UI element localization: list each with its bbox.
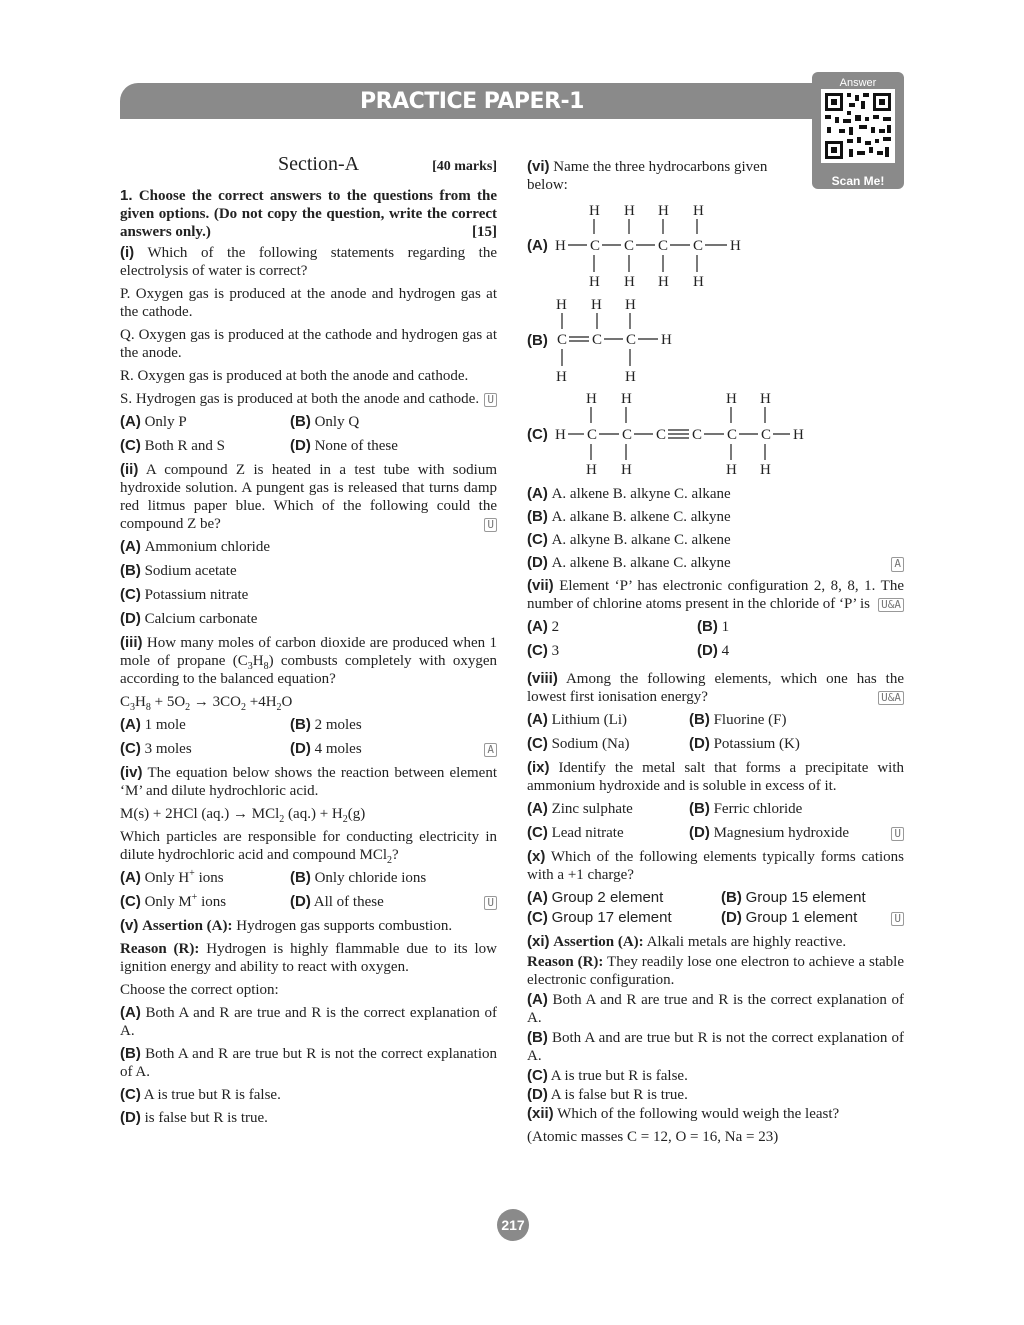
options-row: [120, 716, 497, 734]
question-iii: (iii) How many moles of carbon dioxide are produced when 1 mole of propane $(C_3H_8)$ combusts completely with oxygen according to the balanced equation?: [120, 634, 498, 687]
atom-h: H: [556, 369, 567, 385]
statement-s: [120, 390, 497, 408]
atom-c: C: [692, 427, 703, 443]
option-label: (B): [527, 508, 548, 525]
tag-badge: U: [484, 393, 497, 407]
reason-label: Reason (R):: [527, 954, 604, 970]
option-label: (B): [290, 869, 311, 886]
question-number: (iv): [120, 764, 143, 781]
atom-h: H: [658, 203, 669, 219]
question-number: (vi): [527, 158, 550, 175]
right-column-lower: [527, 485, 904, 1151]
tag-badge: U: [484, 518, 497, 532]
atom-c: C: [587, 427, 598, 443]
option-label: (A): [527, 991, 548, 1008]
option-text: Only M: [144, 894, 192, 910]
tag-badge: U: [891, 912, 904, 926]
option-b[interactable]: [697, 618, 729, 636]
option-text: Potassium nitrate: [144, 587, 249, 603]
right-column: [527, 158, 904, 194]
option-c[interactable]: [120, 586, 497, 604]
option-b[interactable]: [527, 508, 904, 526]
question-text: Choose the correct answers to the questions from the given options. (Do not copy the question, write the correct answers only.): [120, 188, 497, 240]
question-number: (viii): [527, 670, 558, 687]
atom-h: H: [586, 462, 597, 478]
option-label: (B): [689, 800, 710, 817]
option-label: (B): [689, 711, 710, 728]
question-vii: [527, 577, 904, 613]
atom-h: H: [586, 391, 597, 407]
option-b[interactable]: [527, 1029, 904, 1065]
option-label: (D): [721, 909, 742, 926]
option-label: (B): [120, 1045, 141, 1062]
options-row: [527, 711, 904, 729]
reason: [120, 940, 497, 976]
tag-badge: U&A: [878, 598, 904, 612]
option-a[interactable]: [120, 716, 290, 734]
question-number: (xi): [527, 933, 550, 950]
structure-c-label: (C): [527, 426, 548, 443]
option-text: 1 mole: [144, 717, 186, 733]
atom-h: H: [624, 274, 635, 290]
option-text: 3: [551, 643, 560, 659]
option-b[interactable]: [290, 716, 362, 734]
atom-h: H: [760, 462, 771, 478]
option-label: (D): [527, 554, 548, 571]
atom-h: H: [625, 369, 636, 385]
option-text: All of these: [313, 894, 384, 910]
option-c[interactable]: [527, 642, 697, 660]
assertion-text: Alkali metals are highly reactive.: [646, 934, 847, 950]
hydrocarbon-structures: [525, 198, 825, 480]
atom-h: H: [555, 427, 566, 443]
option-label: (B): [721, 889, 742, 906]
atom-h: H: [621, 462, 632, 478]
structure-a-label: (A): [527, 237, 548, 254]
option-label: (D): [689, 735, 710, 752]
option-label: (B): [120, 562, 141, 579]
option-text: Only chloride ions: [314, 870, 427, 886]
option-a[interactable]: [527, 485, 904, 503]
option-text: Both A and R are true but R is not the correct explanation of A.: [120, 1046, 497, 1080]
option-text: Only P: [144, 414, 187, 430]
statement-q: Q. Oxygen gas is produced at the cathode and hydrogen gas at the anode.: [120, 327, 497, 361]
question-number: (v): [120, 917, 139, 934]
option-label: (A): [527, 800, 548, 817]
question-text: Identify the metal salt that forms a precipitate with ammonium hydroxide and is soluble in excess of it.: [527, 760, 904, 794]
option-b[interactable]: [689, 711, 787, 729]
option-label: (D): [697, 642, 718, 659]
question-ix: [527, 759, 904, 795]
option-text: Lead nitrate: [551, 825, 624, 841]
question-text: Element ‘P’ has electronic configuration 2, 8, 8, 1. The number of chlorine atoms present in the chloride of ‘P’ is: [527, 578, 904, 612]
option-d[interactable]: [721, 909, 904, 927]
structure-b-label: (B): [527, 332, 548, 349]
tag-badge: U: [891, 827, 904, 841]
option-label: (C): [120, 437, 141, 454]
option-label: (D): [290, 893, 311, 910]
atom-c: C: [622, 427, 633, 443]
assertion-label: Assertion (A):: [553, 934, 644, 950]
atom-c: C: [592, 332, 603, 348]
option-b[interactable]: [290, 413, 359, 431]
atom-h: H: [621, 391, 632, 407]
options-row: [527, 618, 904, 636]
option-label: (B): [697, 618, 718, 635]
option-text-suffix: ions: [197, 894, 227, 910]
section-heading: [120, 155, 497, 181]
option-a[interactable]: [527, 618, 697, 636]
option-a[interactable]: [527, 711, 689, 729]
option-text: A is false but R is true.: [550, 1087, 688, 1103]
option-c[interactable]: [527, 1067, 904, 1085]
option-d[interactable]: [120, 610, 497, 628]
option-text: Lithium (Li): [551, 712, 627, 728]
option-label: (D): [120, 610, 141, 627]
option-b[interactable]: [120, 562, 497, 580]
reason-text: They readily lose one electron to achieve a stable electronic configuration.: [527, 954, 904, 988]
options-row: [120, 740, 497, 758]
question-i: [120, 244, 497, 280]
atom-h: H: [693, 203, 704, 219]
option-label: (B): [290, 716, 311, 733]
option-label: (A): [527, 485, 548, 502]
option-b[interactable]: [290, 869, 426, 887]
question-text: Which of the following would weigh the least?: [557, 1106, 840, 1122]
tag-badge: U: [484, 896, 497, 910]
question-number: (ii): [120, 461, 139, 478]
option-b[interactable]: [689, 800, 802, 818]
equation: $C_3H_8 + 5O_2 \to 3CO_2 +4H_2O$: [120, 694, 293, 713]
option-c[interactable]: [527, 735, 689, 753]
option-text: A. alkyne B. alkane C. alkene: [551, 532, 731, 548]
paper-title-banner: [120, 83, 824, 119]
option-text: Group 2 element: [551, 889, 664, 906]
question-marks: [15]: [472, 224, 497, 240]
atom-c: C: [656, 427, 667, 443]
option-text: Group 17 element: [551, 909, 672, 926]
option-d[interactable]: [697, 642, 729, 660]
reason-label: Reason (R):: [120, 941, 200, 957]
atom-c: C: [557, 332, 568, 348]
option-text: Fluorine (F): [713, 712, 787, 728]
atom-c: C: [693, 238, 704, 254]
options-row: [527, 824, 904, 842]
options-row: [527, 735, 904, 753]
option-label: (C): [527, 642, 548, 659]
atom-c: C: [658, 238, 669, 254]
qr-code-icon: [821, 89, 895, 163]
atom-h: H: [760, 391, 771, 407]
option-label: (C): [527, 735, 548, 752]
question-text: Name the three hydrocarbons given below:: [527, 159, 768, 193]
option-c[interactable]: [527, 909, 721, 927]
option-text: Both A and R are true and R is the correct explanation of A.: [527, 992, 904, 1026]
option-label: (A): [120, 413, 141, 430]
option-text: Ammonium chloride: [144, 539, 270, 555]
option-a[interactable]: (A) Only H+ ions: [120, 868, 224, 886]
atom-c: C: [626, 332, 637, 348]
atom-h: H: [726, 462, 737, 478]
option-d[interactable]: [527, 1086, 904, 1104]
option-d[interactable]: [290, 893, 497, 911]
option-label: (C): [527, 909, 548, 926]
tag-badge: U&A: [878, 691, 904, 705]
atom-h: H: [726, 391, 737, 407]
option-text: Ferric chloride: [713, 801, 803, 817]
option-a[interactable]: [527, 800, 689, 818]
option-d[interactable]: [689, 735, 800, 753]
question-xii: [527, 1105, 904, 1123]
question-text: The equation below shows the reaction between element ‘M’ and dilute hydrochloric acid.: [120, 765, 498, 799]
reason: [527, 953, 904, 989]
option-label: (C): [527, 531, 548, 548]
left-column: [120, 155, 497, 1132]
atom-c: C: [761, 427, 772, 443]
qr-scan-label: Scan Me!: [831, 174, 885, 188]
atomic-masses: (Atomic masses C = 12, O = 16, Na = 23): [527, 1129, 779, 1145]
option-label: (A): [120, 538, 141, 555]
option-text: 2 moles: [314, 717, 362, 733]
option-label: (B): [527, 1029, 548, 1046]
atom-h: H: [591, 297, 602, 313]
option-a[interactable]: [120, 538, 497, 556]
options-row: [527, 800, 904, 818]
atom-c: C: [590, 238, 601, 254]
option-d[interactable]: [290, 740, 497, 758]
option-text: A is true but R is false.: [550, 1068, 688, 1084]
page-number: 217: [497, 1209, 529, 1241]
question-vi: [527, 158, 797, 194]
options-row: [527, 889, 904, 907]
atom-h: H: [556, 297, 567, 313]
atom-h: H: [793, 427, 804, 443]
qr-answer-label: Answer: [839, 77, 877, 89]
question-number: (iii): [120, 634, 143, 651]
option-text: Potassium (K): [713, 736, 800, 752]
choose-text: Choose the correct option:: [120, 982, 279, 998]
atom-c: C: [624, 238, 635, 254]
question-number: (x): [527, 848, 546, 865]
section-marks: [40 marks]: [432, 159, 497, 174]
question-text: Which of the following statements regarding the electrolysis of water is correct?: [120, 245, 497, 279]
atom-h: H: [589, 274, 600, 290]
assertion-label: Assertion (A):: [142, 918, 233, 934]
qr-code-image[interactable]: [821, 89, 895, 163]
question-iv-text2: Which particles are responsible for conducting electricity in dilute hydrochloric acid and compound MCl$_2$?: [120, 829, 497, 866]
option-b[interactable]: [120, 1045, 497, 1081]
tag-badge: A: [484, 743, 497, 757]
option-text: is false but R is true.: [144, 1110, 268, 1126]
option-label: (B): [290, 413, 311, 430]
question-v: [120, 917, 497, 935]
question-text: Among the following elements, which one has the lowest first ionisation energy?: [527, 671, 904, 705]
option-text: Group 1 element: [745, 909, 858, 926]
option-text: Group 15 element: [745, 889, 866, 906]
reason-text: Hydrogen is highly flammable due to its low ignition energy and ability to react with oxygen.: [120, 941, 498, 975]
option-d[interactable]: [527, 554, 904, 572]
option-c[interactable]: [120, 740, 290, 758]
option-text: Only H: [144, 870, 190, 886]
option-a[interactable]: [120, 413, 290, 431]
question-number: (ix): [527, 759, 550, 776]
option-d[interactable]: [689, 824, 904, 842]
option-c[interactable]: [120, 437, 290, 455]
options-row: [120, 869, 497, 887]
option-text: 2: [551, 619, 560, 635]
question-1: [120, 187, 497, 241]
option-c[interactable]: (C) Only M+ ions: [120, 892, 227, 910]
option-text: 4: [721, 643, 730, 659]
question-text: A compound Z is heated in a test tube with sodium hydroxide solution. A pungent gas is released that turns damp red litmus paper blue. Which of the following could the compound Z be?: [120, 462, 497, 532]
statement-p: P. Oxygen gas is produced at the anode and hydrogen gas at the cathode.: [120, 286, 497, 320]
question-number: 1.: [120, 187, 133, 204]
option-text: Both A and are true but R is not the correct explanation of A.: [527, 1030, 904, 1064]
tag-badge: A: [891, 557, 904, 572]
atom-h: H: [730, 238, 741, 254]
option-text: Sodium (Na): [551, 736, 630, 752]
section-title: Section-A: [278, 153, 360, 175]
option-text: Calcium carbonate: [144, 611, 258, 627]
option-label: (A): [527, 618, 548, 635]
option-label: (D): [120, 1109, 141, 1126]
option-text: Magnesium hydroxide: [713, 825, 849, 841]
question-iv: [120, 764, 497, 800]
question-text: Which particles are responsible for conducting electricity in dilute hydrochloric acid and compound MCl: [120, 829, 497, 863]
option-c[interactable]: [527, 531, 904, 549]
option-d[interactable]: [120, 1109, 497, 1127]
atom-h: H: [625, 297, 636, 313]
atom-h: H: [658, 274, 669, 290]
option-label: (A): [120, 716, 141, 733]
option-text: Only Q: [314, 414, 360, 430]
atom-h: H: [589, 203, 600, 219]
atom-h: H: [624, 203, 635, 219]
question-number: (vii): [527, 577, 554, 594]
atom-h: H: [661, 332, 672, 348]
option-text: None of these: [314, 438, 398, 454]
atom-h: H: [693, 274, 704, 290]
atom-h: H: [555, 238, 566, 254]
options-row: [120, 893, 497, 911]
option-text: A is true but R is false.: [143, 1087, 281, 1103]
assertion-text: Hydrogen gas supports combustion.: [236, 918, 453, 934]
option-text: 1: [721, 619, 730, 635]
question-text: How many moles of carbon dioxide are produced when 1 mole of propane (C: [120, 635, 498, 669]
option-label: (A): [527, 711, 548, 728]
option-a[interactable]: [527, 991, 904, 1027]
option-label: (C): [120, 586, 141, 603]
option-text: Sodium acetate: [144, 563, 237, 579]
question-xi: [527, 933, 904, 951]
option-b[interactable]: [721, 889, 866, 907]
option-label: (A): [527, 889, 548, 906]
question-number: (xii): [527, 1105, 554, 1122]
atom-c: C: [727, 427, 738, 443]
option-text: A. alkene B. alkane C. alkyne: [551, 555, 731, 571]
option-a[interactable]: [120, 1004, 497, 1040]
statement-r: R. Oxygen gas is produced at both the anode and cathode.: [120, 368, 469, 384]
option-label: (A): [120, 1004, 141, 1021]
option-label: (C): [527, 824, 548, 841]
option-label: (C): [120, 740, 141, 757]
equation: M(s) + 2HCl (aq.) → MCl$_2$ $(aq.) + H_2(g)$: [120, 806, 366, 825]
question-text-cont: ) combusts completely with oxygen according to the balanced equation?: [120, 653, 497, 687]
question-ii: [120, 461, 497, 533]
option-label: (D): [689, 824, 710, 841]
option-d[interactable]: [290, 437, 398, 455]
option-text: A. alkane B. alkene C. alkyne: [551, 509, 731, 525]
option-label: (C): [527, 1067, 548, 1084]
question-viii: [527, 670, 904, 706]
option-text: Both R and S: [144, 438, 226, 454]
option-label: (C): [120, 1086, 141, 1103]
option-c[interactable]: [120, 1086, 497, 1104]
question-x: [527, 848, 904, 884]
option-text: A. alkene B. alkyne C. alkane: [551, 486, 731, 502]
options-row: [527, 642, 904, 660]
options-row: [120, 437, 497, 455]
statement-s-text: S. Hydrogen gas is produced at both the anode and cathode.: [120, 391, 480, 407]
question-number: (i): [120, 244, 135, 261]
option-label: (D): [527, 1086, 548, 1103]
question-text: Which of the following elements typically forms cations with a +1 charge?: [527, 849, 904, 883]
option-text-suffix: ions: [194, 870, 224, 886]
paper-title: PRACTICE PAPER-1: [360, 89, 584, 114]
option-label: (A): [120, 869, 141, 886]
option-text: Zinc sulphate: [551, 801, 633, 817]
option-a[interactable]: [527, 889, 721, 907]
option-text: Both A and R are true and R is the correct explanation of A.: [120, 1005, 497, 1039]
option-text: 4 moles: [314, 741, 362, 757]
option-c[interactable]: [527, 824, 689, 842]
option-text: 3 moles: [144, 741, 192, 757]
option-label: (D): [290, 740, 311, 757]
option-label: (C): [120, 893, 141, 910]
options-row: [527, 909, 904, 927]
option-label: (D): [290, 437, 311, 454]
options-row: [120, 413, 497, 431]
